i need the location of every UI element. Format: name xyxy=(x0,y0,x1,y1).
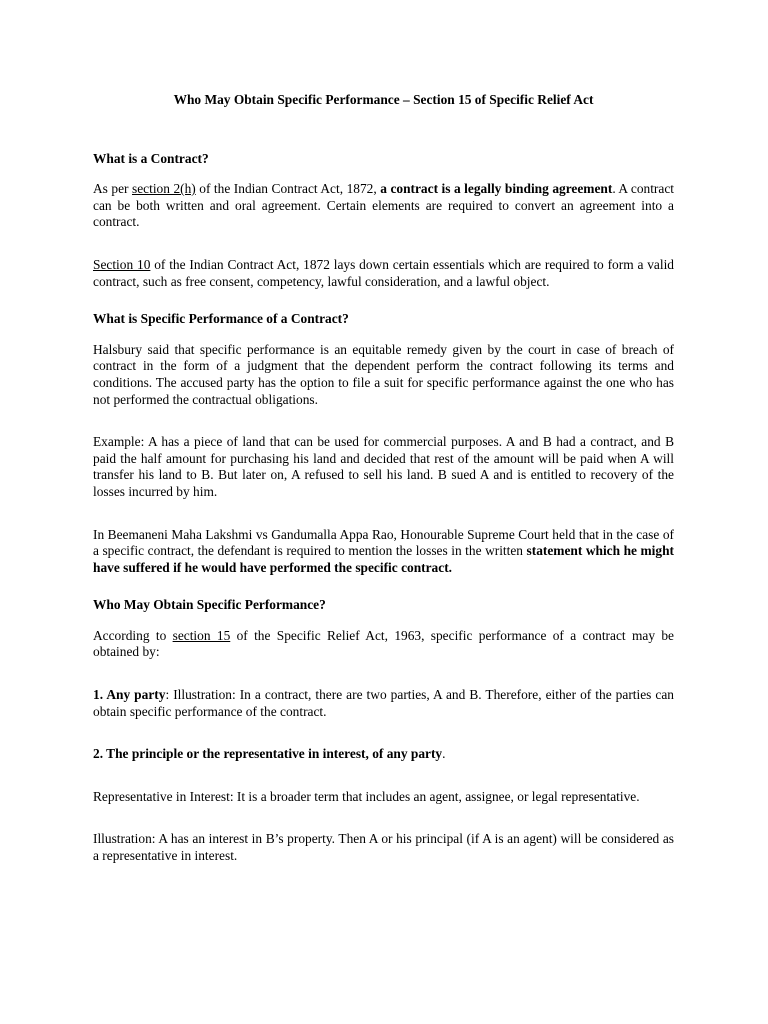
document-title: Who May Obtain Specific Performance – Section 15 of Specific Relief Act xyxy=(173,92,594,107)
paragraph-contract-definition: As per section 2(h) of the Indian Contract Act, 1872, a contract is a legally binding agreement. A contract can be both written and oral agreement. Certain elements are required to convert an agreement into a contract. xyxy=(93,181,674,230)
bold-case-statement: statement which he might have suffered if he would have performed the specific contract. xyxy=(93,543,674,575)
link-section-15[interactable]: section 15 xyxy=(172,627,231,643)
paragraph-halsbury: Halsbury said that specific performance is an equitable remedy given by the court in case of breach of contract in the form of a judgment that the dependent perform the contract following its terms and conditions. The accused party has the option to file a suit for specific performance against the one who has not performed the contractual obligations. xyxy=(93,341,674,407)
heading-what-is-contract: What is a Contract? xyxy=(93,150,209,166)
heading-who-may-obtain: Who May Obtain Specific Performance? xyxy=(93,597,326,613)
link-section-2h[interactable]: section 2(h) xyxy=(132,181,196,197)
list-item-representative: 2. The principle or the representative in interest, of any party. xyxy=(93,746,446,762)
paragraph-case-law: In Beemaneni Maha Lakshmi vs Gandumalla Appa Rao, Honourable Supreme Court held that in the case of a specific contract, the defendant is required to mention the losses in the written statement which he might have suffered if he would have performed the specific contract. xyxy=(93,526,674,575)
document-page xyxy=(93,92,674,865)
paragraph-section-15: According to section 15 of the Specific Relief Act, 1963, specific performance of a contract may be obtained by: xyxy=(93,627,674,660)
heading-specific-performance: What is Specific Performance of a Contract? xyxy=(93,311,349,327)
paragraph-representative-interest: Representative in Interest: It is a broader term that includes an agent, assignee, or legal representative. xyxy=(93,788,640,804)
list-item-any-party: 1. Any party: Illustration: In a contract, there are two parties, A and B. Therefore, either of the parties can obtain specific performance of the contract. xyxy=(93,687,674,719)
paragraph-section-10: Section 10 of the Indian Contract Act, 1872 lays down certain essentials which are required to form a valid contract, such as free consent, competency, lawful consideration, and a lawful object. xyxy=(93,256,674,289)
link-section-10[interactable]: Section 10 xyxy=(93,256,151,272)
bold-contract-definition: a contract is a legally binding agreement xyxy=(380,181,613,197)
paragraph-example: Example: A has a piece of land that can be used for commercial purposes. A and B had a contract, and B paid the half amount for purchasing his land and decided that rest of the amount will be paid when A will transfer his land to B. But later on, A refused to sell his land. B sued A and is entitled to recovery of the losses incurred by him. xyxy=(93,434,674,499)
paragraph-illustration: Illustration: A has an interest in B’s property. Then A or his principal (if A is an agent) will be considered as a representative in interest. xyxy=(93,831,674,864)
